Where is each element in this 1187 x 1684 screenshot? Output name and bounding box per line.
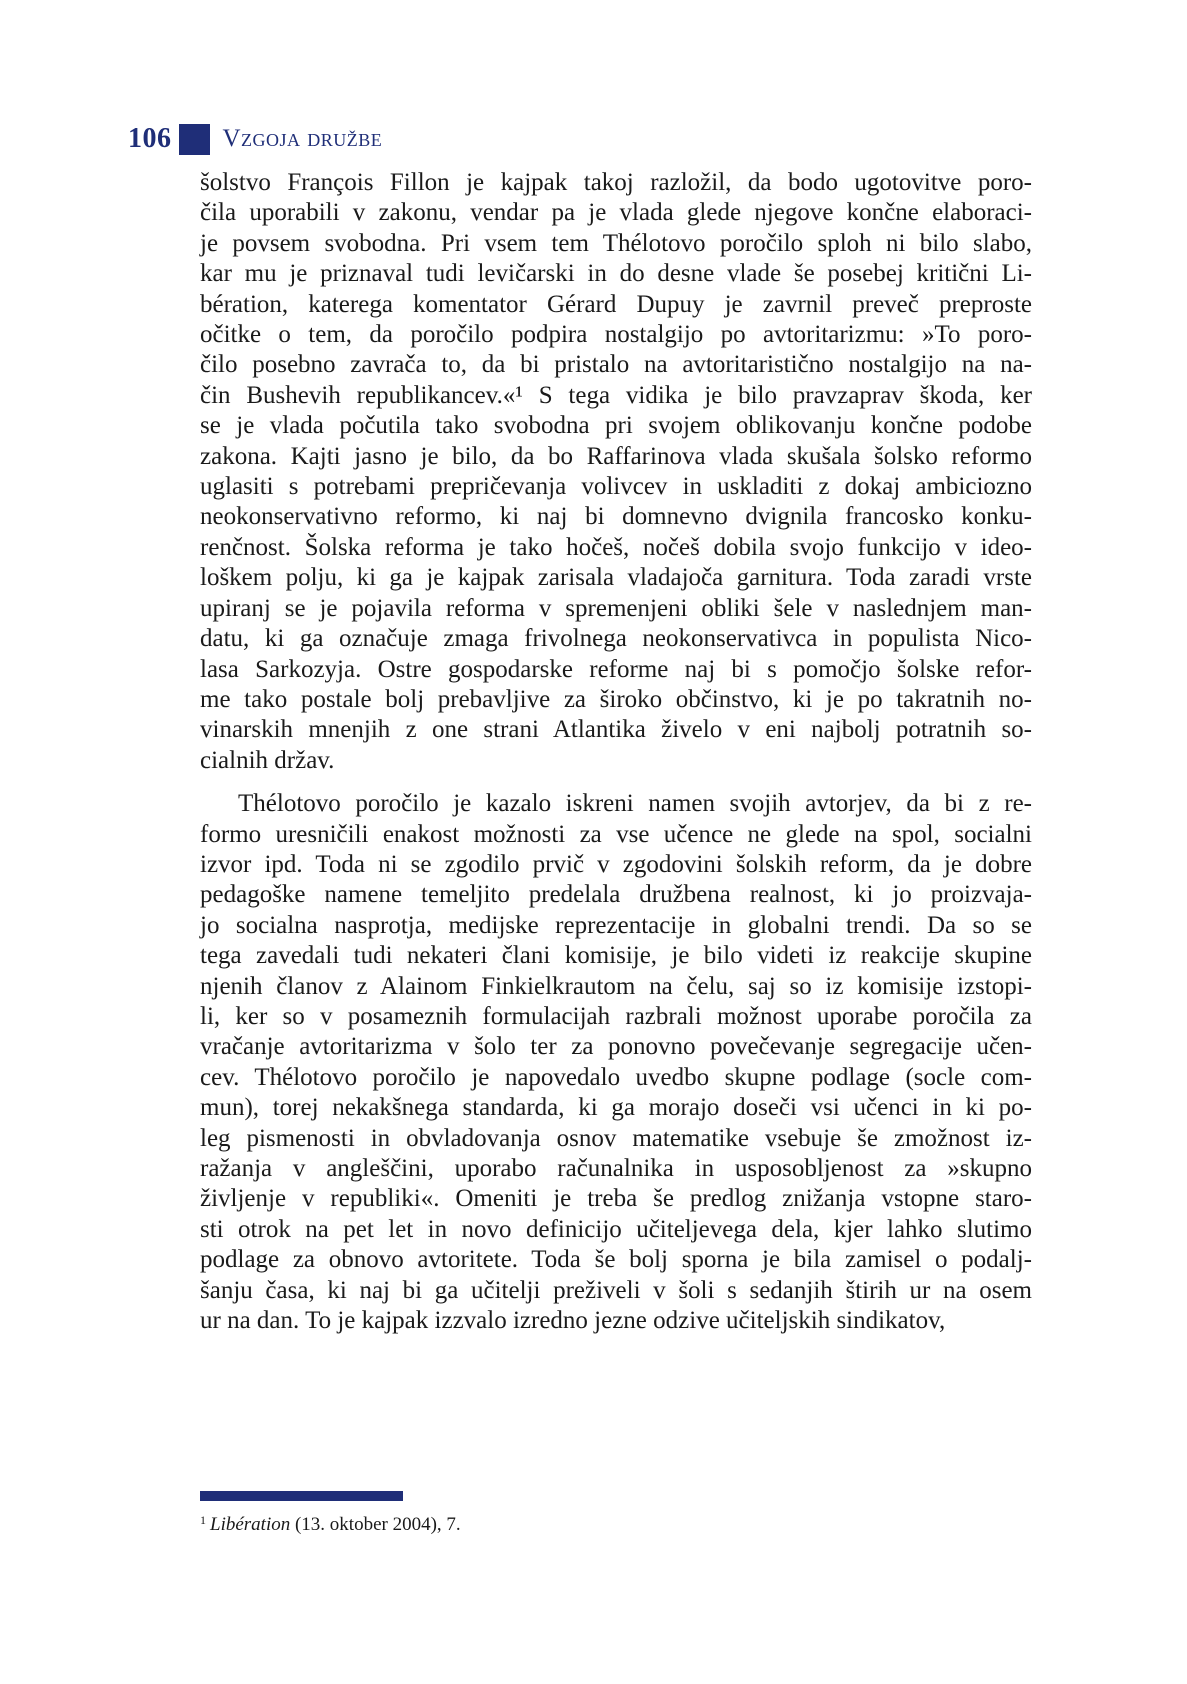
text-line: šolstvo François Fillon je kajpak takoj razložil, da bodo ugotovitve poro- xyxy=(200,169,1032,196)
text-line: vinarskih mnenjih z one strani Atlantika živelo v eni najbolj potratnih so- xyxy=(200,716,1032,744)
text-line: tega zavedali tudi nekateri člani komisije, je bilo videti iz reakcije skupine xyxy=(200,942,1032,970)
text-line: čin Bushevih republikancev.«¹ S tega vidika je bilo pravzaprav škoda, ker xyxy=(200,381,1032,409)
text-line: kar mu je priznaval tudi levičarski in do desne vlade še posebej kritični Li- xyxy=(200,260,1032,288)
text-line: uglasiti s potrebami prepričevanja volivcev in uskladiti z dokaj ambiciozno xyxy=(200,473,1032,501)
text-line: se je vlada počutila tako svobodna pri svojem oblikovanju končne podobe xyxy=(200,412,1032,440)
text-line: me tako postale bolj prebavljive za široko občinstvo, ki je po takratnih no- xyxy=(200,685,1032,713)
text-line: jo socialna nasprotja, medijske reprezentacije in globalni trendi. Da so se xyxy=(200,911,1032,939)
text-line: cialnih držav. xyxy=(200,746,335,774)
text-line: upiranj se je pojavila reforma v spremenjeni obliki šele v naslednjem man- xyxy=(200,594,1032,622)
body-text xyxy=(200,168,1032,1336)
text-line: življenje v republiki«. Omeniti je treba še predlog znižanja vstopne staro- xyxy=(200,1185,1032,1213)
footnote-marker: 1 xyxy=(200,1513,206,1527)
text-line: neokonservativno reformo, ki naj bi domnevno dvignila francosko konku- xyxy=(200,503,1032,531)
footnote-rule xyxy=(200,1491,403,1501)
text-line: loškem polju, ki ga je kajpak zarisala vladajoča garnitura. Toda zaradi vrste xyxy=(200,564,1032,592)
text-line: je povsem svobodna. Pri vsem tem Thélotovo poročilo sploh ni bilo slabo, xyxy=(200,229,1032,257)
text-line: vračanje avtoritarizma v šolo ter za ponovno povečevanje segregacije učen- xyxy=(200,1033,1032,1061)
text-line: šanju časa, ki naj bi ga učitelji preživeli v šoli s sedanjih štirih ur na osem xyxy=(200,1276,1032,1304)
paragraph-2 xyxy=(200,789,1032,1336)
page-header xyxy=(128,123,382,155)
footnote xyxy=(200,1508,461,1537)
text-line: datu, ki ga označuje zmaga frivolnega neokonservativca in populista Nico- xyxy=(200,625,1032,653)
paragraph-1 xyxy=(200,168,1032,776)
text-line: čila uporabili v zakonu, vendar pa je vlada glede njegove končne elaboraci- xyxy=(200,199,1032,227)
text-line: očitke o tem, da poročilo podpira nostalgijo po avtoritarizmu: »To poro- xyxy=(200,321,1032,349)
text-line: pedagoške namene temeljito predelala družbena realnost, ki jo proizvaja- xyxy=(200,881,1032,909)
page-number: 106 xyxy=(128,123,172,154)
text-line: mun), torej nekakšnega standarda, ki ga morajo doseči vsi učenci in ki po- xyxy=(200,1094,1032,1122)
text-line: ur na dan. To je kajpak izzvalo izredno jezne odzive učiteljskih sindikatov, xyxy=(200,1307,946,1335)
text-line: Thélotovo poročilo je kazalo iskreni namen svojih avtorjev, da bi z re- xyxy=(238,790,1032,818)
text-line: čilo posebno zavrača to, da bi pristalo na avtoritaristično nostalgijo na na- xyxy=(200,351,1032,379)
text-line: bération, katerega komentator Gérard Dupuy je zavrnil preveč preproste xyxy=(200,290,1032,318)
text-line: leg pismenosti in obvladovanja osnov matematike vsebuje še zmožnost iz- xyxy=(200,1124,1032,1152)
text-line: podlage za obnovo avtoritete. Toda še bolj sporna je bila zamisel o podalj- xyxy=(200,1246,1032,1274)
header-square-ornament xyxy=(179,124,210,155)
footnote-source: Libération xyxy=(210,1514,291,1535)
text-line: lasa Sarkozyja. Ostre gospodarske reforme naj bi s pomočjo šolske refor- xyxy=(200,655,1032,683)
text-line: ražanja v angleščini, uporabo računalnika in usposobljenost za »skupno xyxy=(200,1155,1032,1182)
footnote-details: (13. oktober 2004), 7. xyxy=(294,1514,461,1535)
text-line: formo uresničili enakost možnosti za vse učence ne glede na spol, socialni xyxy=(200,820,1032,848)
text-line: zakona. Kajti jasno je bilo, da bo Raffarinova vlada skušala šolsko reformo xyxy=(200,442,1032,470)
text-line: renčnost. Šolska reforma je tako hočeš, nočeš dobila svojo funkcijo v ideo- xyxy=(200,533,1032,561)
text-line: sti otrok na pet let in novo definicijo učiteljevega dela, kjer lahko slutimo xyxy=(200,1215,1032,1243)
text-line: cev. Thélotovo poročilo je napovedalo uvedbo skupne podlage (socle com- xyxy=(200,1063,1032,1091)
text-line: li, ker so v posameznih formulacijah razbrali možnost uporabe poročila za xyxy=(200,1002,1032,1030)
text-line: izvor ipd. Toda ni se zgodilo prvič v zgodovini šolskih reform, da je dobre xyxy=(200,850,1032,878)
text-line: njenih članov z Alainom Finkielkrautom na čelu, saj so iz komisije izstopi- xyxy=(200,972,1032,1000)
running-title: Vzgoja družbe xyxy=(222,125,383,152)
